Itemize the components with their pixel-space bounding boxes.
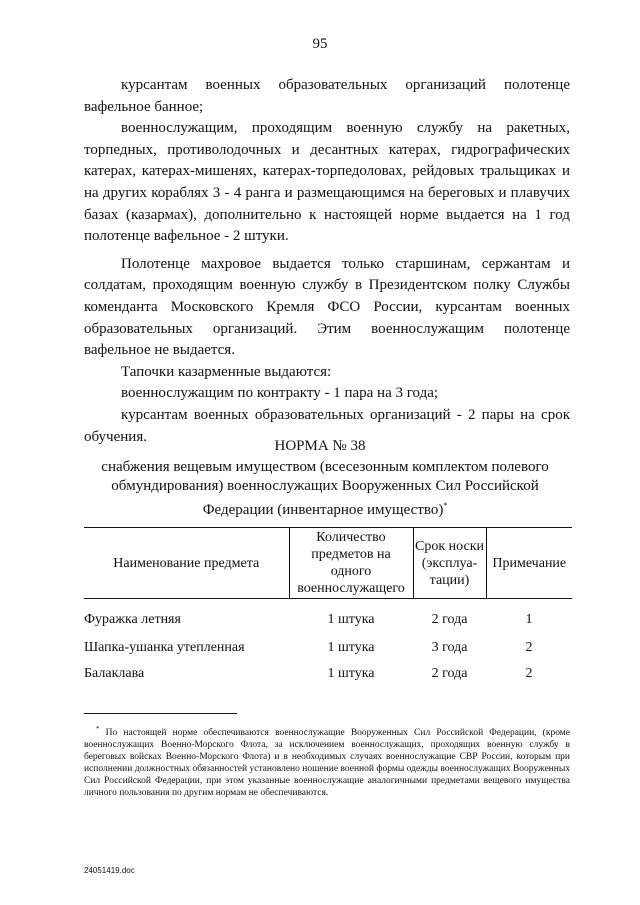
norm-title: НОРМА № 38 (274, 438, 366, 454)
table-row (84, 599, 572, 636)
paragraph-slippers-intro: Тапочки казарменные выдаются: (121, 363, 332, 380)
table-row (84, 635, 572, 661)
header-name: Наименование предмета (84, 528, 289, 599)
norm-subtitle-text: снабжения вещевым имуществом (всесезонным комплектом полевого обмундирования) военнослужащих Вооруженных Сил Российской Федерации (инвентарное имущество) (101, 459, 549, 518)
paragraph-boats-towel: военнослужащим, проходящим военную службу на ракетных, торпедных, противолодочных и десантных катерах, гидрографических катерах, катерах-мишенях, катерах-торпедоловах, рейдовых тральщиках и на других кораблях 3 - 4 ранга и размещающимся на береговых и плавучих базах (казармах), дополнительно к настоящей норме выдается на 1 год полотенце вафельное - 2 штуки. (84, 120, 570, 245)
document-id: 24051419.doc (84, 866, 135, 875)
table-row (84, 661, 572, 687)
row-note: 1 (525, 612, 533, 627)
row-name: Балаклава (84, 666, 145, 681)
row-quantity: 1 штука (327, 612, 375, 627)
paragraph-slippers-contract: военнослужащим по контракту - 1 пара на 3 года; (121, 385, 439, 402)
header-quantity: Количество предметов на одного военнослужащего (289, 528, 413, 599)
row-quantity: 1 штука (327, 666, 375, 681)
footnote-marker: * (96, 725, 100, 733)
table-header-row (84, 528, 572, 599)
footnote-text: По настоящей норме обеспечиваются военнослужащие Вооруженных Сил Российской Федерации, (кроме военнослужащих Военно-Морского Флота, за исключением военнослужащих, проходящих военную службу в береговых войсках Военно-Морского Флота) и в необходимых случаях военнослужащие СВР России, которым при исполнении должностных обязанностей установлено ношение военной формы одежды военнослужащих Вооруженных Сил Российской Федерации, при этом указанные военнослужащие аналогичными предметами вещевого имущества личного пользования по другим нормам не обеспечиваются. (84, 728, 571, 799)
row-note: 2 (525, 666, 533, 681)
row-term: 2 года (431, 612, 468, 627)
footnote (84, 723, 570, 799)
body-text (84, 75, 570, 448)
paragraph-slippers-cadets: курсантам военных образовательных организаций - 2 пары на срок обучения. (84, 406, 570, 445)
footnote-divider (84, 713, 237, 714)
paragraph-cadets-towel: курсантам военных образовательных организаций полотенце вафельное банное; (84, 77, 570, 115)
row-name: Шапка-ушанка утепленная (84, 640, 245, 655)
footnote-mark: * (443, 501, 448, 510)
header-term: Срок носки (эксплуа-тации) (413, 528, 486, 599)
page-number: 95 (312, 36, 328, 52)
row-term: 2 года (431, 666, 468, 681)
row-term: 3 года (431, 640, 468, 655)
row-note: 2 (525, 640, 533, 655)
row-quantity: 1 штука (327, 640, 375, 655)
norm-subtitle (90, 458, 560, 520)
norm-table (84, 527, 572, 687)
row-name: Фуражка летняя (84, 612, 181, 627)
header-note: Примечание (486, 528, 572, 599)
paragraph-terry-towel: Полотенце махровое выдается только старшинам, сержантам и солдатам, проходящим военную службу в Президентском полку Службы коменданта Московского Кремля ФСО России, курсантам военных образовательных организаций. Этим военнослужащим полотенце вафельное не выдается. (84, 255, 570, 359)
